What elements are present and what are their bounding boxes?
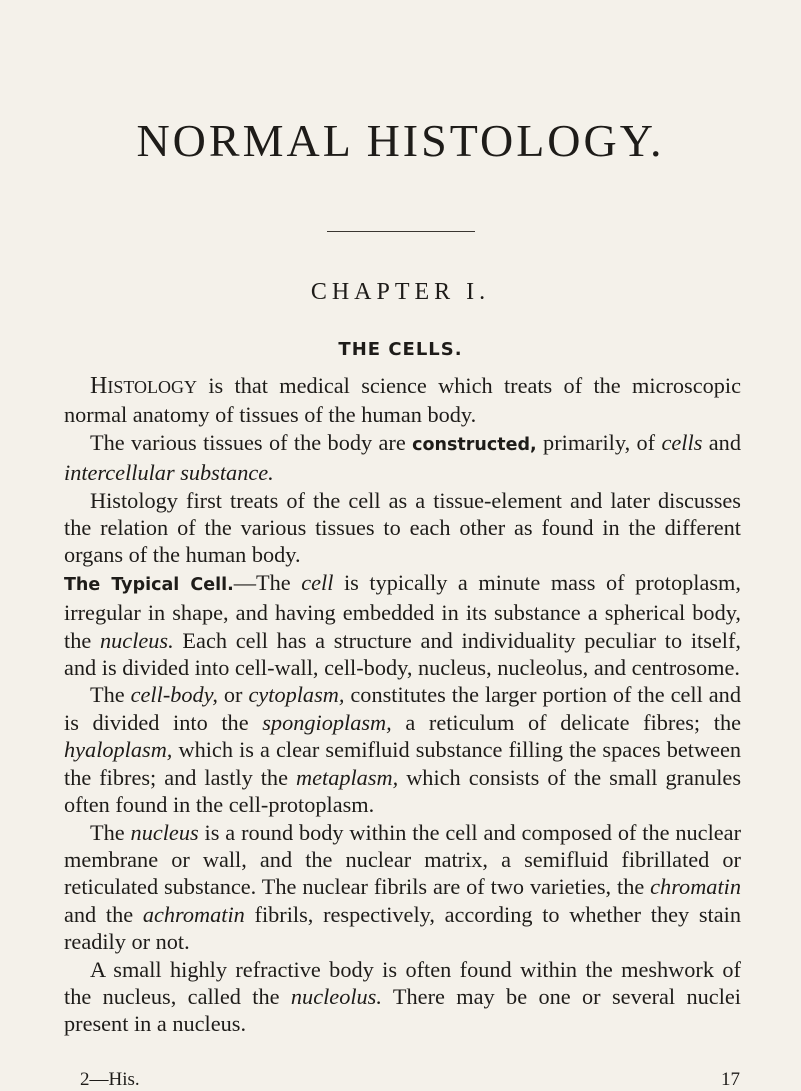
italic-term: hyaloplasm,: [64, 737, 173, 763]
italic-term: cell: [301, 569, 334, 595]
page-number: 17: [721, 1069, 740, 1090]
section-heading: THE CELLS.: [338, 339, 463, 360]
italic-term: intercellular substance.: [64, 460, 274, 486]
body-text: [64, 372, 741, 1038]
paragraph-4: The Typical Cell.—The cell is typically a minute mass of protoplasm, irregular in shape, and having embedded in its substance a spherical body, the nucleus. Each cell has a structure and individuality peculiar to itself, and is divided into cell-wall, cell-body, nucleus, nucleolus, and centrosome.: [64, 569, 741, 681]
chapter-heading: CHAPTER I.: [310, 279, 491, 305]
title-divider: [327, 231, 475, 232]
small-caps-initial: H: [90, 373, 108, 399]
bold-term: constructed,: [412, 434, 537, 455]
run-in-heading: The Typical Cell.: [64, 574, 234, 595]
paragraph-7: A small highly refractive body is often found within the meshwork of the nucleus, called the nucleolus. There may be one or several nuclei present in a nucleus.: [64, 956, 741, 1037]
italic-term: cell-body,: [130, 682, 218, 708]
italic-term: spongioplasm,: [262, 709, 392, 735]
paragraph-3: Histology first treats of the cell as a tissue-element and later discusses the relation of the various tissues to each other as found in the different organs of the human body.: [64, 487, 741, 568]
small-caps-word: ISTOLOGY: [107, 377, 198, 397]
italic-term: nucleus: [130, 819, 199, 845]
paragraph-6: The nucleus is a round body within the cell and composed of the nuclear membrane or wall, and the nuclear matrix, a semifluid fibrillated or reticulated substance. The nuclear fibrils are of two varieties, the chromatin and the achromatin fibrils, respectively, according to whether they stain readily or not.: [64, 819, 741, 955]
signature-mark: 2—His.: [80, 1069, 140, 1090]
paragraph-1: HISTOLOGY is that medical science which treats of the microscopic normal anatomy of tissues of the human body.: [64, 373, 741, 428]
italic-term: nucleolus.: [290, 983, 382, 1009]
page-title: NORMAL HISTOLOGY.: [136, 115, 665, 166]
italic-term: achromatin: [142, 901, 245, 927]
paragraph-2: The various tissues of the body are constructed, primarily, of cells and intercellular substance.: [64, 429, 741, 486]
italic-term: chromatin: [650, 874, 741, 900]
italic-term: metaplasm,: [296, 764, 399, 790]
paragraph-5: The cell-body, or cytoplasm, constitutes the larger portion of the cell and is divided into the spongioplasm, a reticulum of delicate fibres; the hyaloplasm, which is a clear semifluid substance filling the spaces between the fibres; and lastly the metaplasm, which consists of the small granules often found in the cell-protoplasm.: [64, 682, 741, 818]
italic-term: cytoplasm,: [248, 682, 345, 708]
italic-term: cells: [661, 429, 703, 455]
italic-term: nucleus.: [100, 627, 174, 653]
